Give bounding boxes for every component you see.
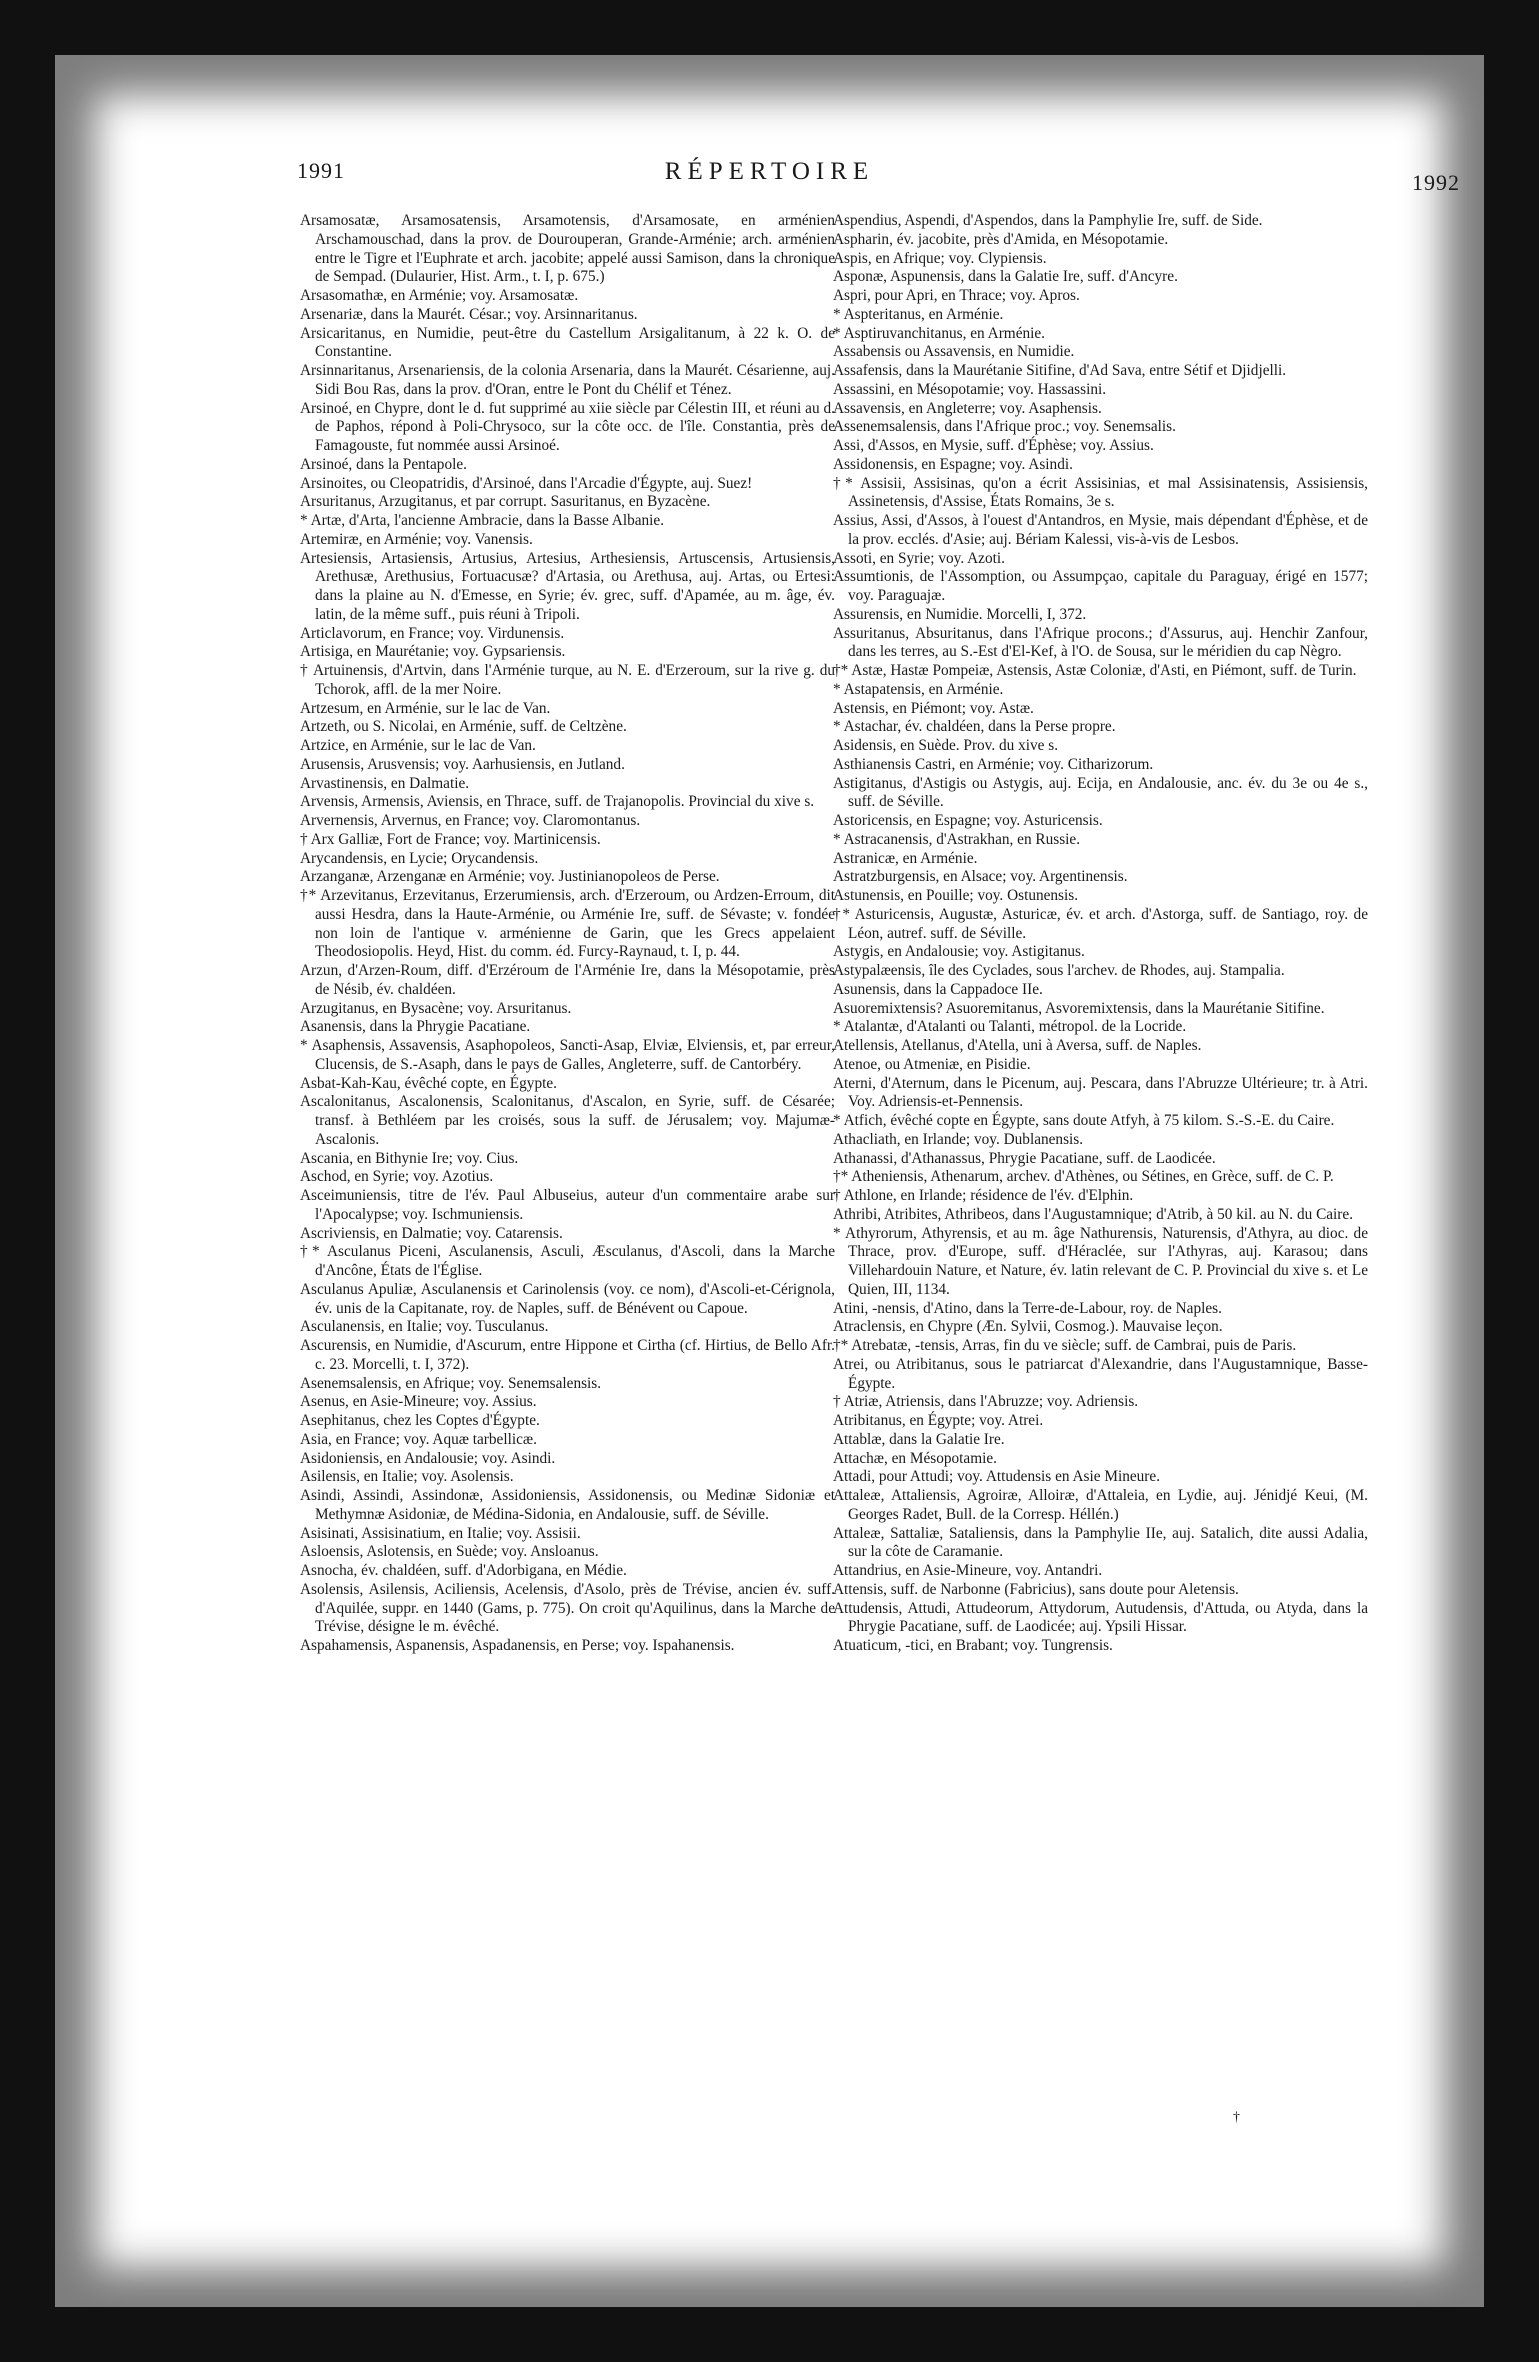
dictionary-entry: Astoricensis, en Espagne; voy. Asturicensis.	[833, 812, 1103, 829]
dictionary-entry: †* Asturicensis, Augustæ, Asturicæ, év. et arch. d'Astorga, suff. de Santiago, roy. de Léon, autref. suff. de Séville.	[833, 905, 1368, 942]
dictionary-entry: Athacliath, en Irlande; voy. Dublanensis.	[833, 1130, 1084, 1148]
dictionary-entry: Assurensis, en Numidie. Morcelli, I, 372.	[833, 605, 1087, 623]
dictionary-entry: Aterni, d'Aternum, dans le Picenum, auj. Pescara, dans l'Abruzze Ultérieure; tr. à Atri. Voy. Adriensis-et-Pennensis.	[833, 1074, 1368, 1111]
dictionary-entry: Attaleæ, Sattaliæ, Sataliensis, dans la Pamphylie IIe, auj. Satalich, dite aussi Adalia, sur la côte de Caramanie.	[833, 1524, 1368, 1561]
dictionary-entry: Atrei, ou Atribitanus, sous le patriarcat d'Alexandrie, dans l'Augustamnique, Basse-Égypte.	[833, 1355, 1368, 1392]
dictionary-entry: Asenemsalensis, en Afrique; voy. Senemsalensis.	[300, 1374, 602, 1392]
dictionary-entry: Asindi, Assindi, Assindonæ, Assidoniensis, Assidonensis, ou Medinæ Sidoniæ et Methymnæ Asidoniæ, de Médina-Sidonia, en Andalousie, suff. de Séville.	[300, 1487, 835, 1523]
dictionary-entry: Asolensis, Asilensis, Aciliensis, Acelensis, d'Asolo, près de Trévise, ancien év. suff. d'Aquilée, suppr. en 1440 (Gams, p. 775). On croit qu'Aquilinus, dans la Marche de Trévise, désigne le m. évêché.	[300, 1580, 835, 1636]
dictionary-entry: Aspri, pour Apri, en Thrace; voy. Apros.	[833, 287, 1080, 304]
dictionary-entry: Ascania, en Bithynie Ire; voy. Cius.	[300, 1149, 519, 1167]
dictionary-entry: Ascurensis, en Numidie, d'Ascurum, entre Hipponе et Cirtha (cf. Hirtius, de Bello Afr. c. 23. Morcelli, t. I, 372).	[300, 1337, 835, 1373]
dictionary-entry: Asilensis, en Italie; voy. Asolensis.	[300, 1468, 514, 1486]
dictionary-entry: Assafensis, dans la Maurétanie Sitifine, d'Ad Sava, entre Sétif et Djidjelli.	[833, 362, 1287, 379]
dictionary-entry: Astypalæensis, île des Cyclades, sous l'archev. de Rhodes, auj. Stampalia.	[833, 962, 1285, 979]
dictionary-entry: †* Assisii, Assisinas, qu'on a écrit Assisinias, et mal Assisinatensis, Assisiensis, Assinetensis, d'Assise, États Romains, 3e s.	[833, 474, 1368, 511]
dictionary-entry: Asbat-Kah-Kau, évêché copte, en Égypte.	[300, 1074, 557, 1092]
dictionary-entry: † Athlone, en Irlande; résidence de l'év. d'Elphin.	[833, 1187, 1134, 1204]
dictionary-entry: †* Atrebatæ, -tensis, Arras, fin du ve siècle; suff. de Cambrai, puis de Paris.	[833, 1337, 1297, 1354]
dictionary-entry: Attachæ, en Mésopotamie.	[833, 1449, 997, 1467]
dictionary-entry: †* Arzevitanus, Erzevitanus, Erzerumiensis, arch. d'Erzeroum, ou Ardzen-Erroum, dit aussi Hesdra, dans la Haute-Arménie, ou Arménie Ire, suff. de Sévaste; v. fondée non loin de l'antique v. arménienne de Garin, que les Grecs appelaient Theodosiopolis. Heyd, Hist. du comm. éd. Furcy-Raynaud, t. I, p. 44.	[300, 887, 835, 961]
dictionary-entry: Asthianensis Castri, en Arménie; voy. Citharizorum.	[833, 755, 1154, 773]
dictionary-entry: Assassini, en Mésopotamie; voy. Hassassini.	[833, 380, 1107, 398]
dictionary-entry: Arsicaritanus, en Numidie, peut-être du Castellum Arsigalitanum, à 22 k. O. de Constantine.	[300, 324, 835, 361]
dictionary-entry: Arusensis, Arusvensis; voy. Aarhusiensis, en Jutland.	[300, 755, 625, 773]
dictionary-entry: Athribi, Atribites, Athribeos, dans l'Augustamnique; d'Atrib, à 50 kil. au N. du Caire.	[833, 1205, 1354, 1223]
dictionary-entry: Artesiensis, Artasiensis, Artusius, Artesius, Arthesiensis, Artuscensis, Artusiensis, Arethusæ, Arethusius, Fortuacusæ? d'Artasia, ou Arethusa, auj. Artas, ou Ertesi: dans la plaine au N. d'Emesse, en Syrie; év. grec, suff. d'Apamée, au m. âge, év. latin, de la même suff., puis réuni à Tripoli.	[300, 549, 835, 623]
dictionary-entry: Astygis, en Andalousie; voy. Astigitanus.	[833, 943, 1085, 961]
dictionary-entry: Arsinoites, ou Cleopatridis, d'Arsinoé, dans l'Arcadie d'Égypte, auj. Suez!	[300, 474, 753, 492]
dictionary-entry: * Astracanensis, d'Astrakhan, en Russie.	[833, 830, 1081, 848]
dictionary-entry: Articlavorum, en France; voy. Virdunensis.	[300, 624, 565, 642]
dictionary-entry: Assabensis ou Assavensis, en Numidie.	[833, 343, 1075, 361]
page-header	[0, 158, 1539, 198]
dictionary-entry: Atellensis, Atellanus, d'Atella, uni à Aversa, suff. de Naples.	[833, 1037, 1202, 1054]
dictionary-entry: Arycandensis, en Lycie; Orycandensis.	[300, 849, 539, 867]
dictionary-entry: Arzanganæ, Arzenganæ en Arménie; voy. Justinianopoleos de Perse.	[300, 868, 720, 886]
dictionary-entry: Asculanus Apuliæ, Asculanensis et Carinolensis (voy. ce nom), d'Ascoli-et-Cérignola, év. unis de la Capitanate, roy. de Naples, suff. de Bénévent ou Capoue.	[300, 1280, 835, 1317]
dictionary-entry: Assius, Assi, d'Assos, à l'ouest d'Antandros, en Mysie, mais dépendant d'Éphèse, et de la prov. ecclés. d'Asie; auj. Bériam Kalessi, vis-à-vis de Lesbos.	[833, 512, 1368, 548]
dictionary-entry: Asuoremixtensis? Asuoremitanus, Asvoremixtensis, dans la Maurétanie Sitifine.	[833, 999, 1325, 1017]
dictionary-entry: Aspis, en Afrique; voy. Clypiensis.	[833, 249, 1047, 267]
dictionary-entry: † Atriæ, Atriensis, dans l'Abruzze; voy. Adriensis.	[833, 1393, 1139, 1411]
dictionary-entry: Asculanensis, en Italie; voy. Tusculanus.	[300, 1318, 549, 1336]
dictionary-entry: Astigitanus, d'Astigis ou Astygis, auj. Ecija, en Andalousie, anc. év. du 3e ou 4e s., suff. de Séville.	[833, 774, 1368, 811]
dictionary-entry: Atenoe, ou Atmeniæ, en Pisidie.	[833, 1055, 1031, 1073]
dictionary-entry: Aschod, en Syrie; voy. Azotius.	[300, 1168, 494, 1186]
dictionary-entry: Assavensis, en Angleterre; voy. Asaphensis.	[833, 399, 1102, 417]
dictionary-entry: Aspahamensis, Aspanensis, Aspadanensis, en Perse; voy. Ispahanensis.	[300, 1637, 735, 1654]
dictionary-entry: * Asaphensis, Assavensis, Asaphopoleos, Sancti-Asap, Elviæ, Elviensis, et, par erreur, Clucensis, de S.-Asaph, dans le pays de Galles, Angleterre, suff. de Cantorbéry.	[300, 1037, 835, 1073]
dictionary-entry: Attadi, pour Attudi; voy. Attudensis en Asie Mineure.	[833, 1468, 1161, 1486]
dictionary-entry: Arvensis, Armensis, Aviensis, en Thrace, suff. de Trajanopolis. Provincial du xive s.	[300, 793, 815, 811]
left-column	[300, 212, 835, 2097]
page-number-right: 1992	[1412, 170, 1460, 195]
dictionary-entry: Arsinoé, dans la Pentapole.	[300, 455, 467, 473]
dictionary-entry: * Astapatensis, en Arménie.	[833, 680, 1004, 698]
dictionary-entry: Asidensis, en Suède. Prov. du xive s.	[833, 737, 1059, 754]
dictionary-entry: Asponæ, Aspunensis, dans la Galatie Ire, suff. d'Ancyre.	[833, 268, 1178, 286]
dictionary-entry: * Artæ, d'Arta, l'ancienne Ambracie, dans la Basse Albanie.	[300, 512, 665, 529]
dictionary-entry: Artzesum, en Arménie, sur le lac de Van.	[300, 699, 551, 717]
dictionary-entry: Atini, -nensis, d'Atino, dans la Terre-de-Labour, roy. de Naples.	[833, 1299, 1222, 1317]
dictionary-entry: Attensis, suff. de Narbonne (Fabricius), sans doute pour Aletensis.	[833, 1580, 1239, 1598]
dictionary-entry: Artisiga, en Maurétanie; voy. Gypsariensis.	[300, 643, 566, 661]
dictionary-entry: Artzice, en Arménie, sur le lac de Van.	[300, 737, 536, 754]
dictionary-entry: Assidonensis, en Espagne; voy. Asindi.	[833, 455, 1073, 473]
dictionary-entry: Astranicæ, en Arménie.	[833, 849, 978, 867]
dictionary-entry: Assenemsalensis, dans l'Afrique proc.; voy. Senemsalis.	[833, 418, 1176, 436]
dictionary-entry: Asephitanus, chez les Coptes d'Égypte.	[300, 1412, 540, 1429]
dictionary-entry: Arsinoé, en Chypre, dont le d. fut supprimé au xiie siècle par Célestin III, et réuni au d. de Paphos, répond à Poli-Chrysoco, sur la côte occ. de l'île. Constantia, près de Famagouste, fut nommée aussi Arsinoé.	[300, 399, 835, 454]
dictionary-entry: Attandrius, en Asie-Mineure, voy. Antandri.	[833, 1562, 1103, 1579]
right-column	[833, 212, 1368, 2097]
dictionary-entry: Atuaticum, -tici, en Brabant; voy. Tungrensis.	[833, 1637, 1113, 1654]
dictionary-entry: Arsamosatæ, Arsamosatensis, Arsamotensis, d'Arsamosate, en arménien Arschamouschad, dans la prov. de Dourouperan, Grande-Arménie; arch. arménien entre le Tigre et l'Euphrate et arch. jacobite; appelé aussi Samison, dans la chronique de Sempad. (Dulaurier, Hist. Arm., t. I, p. 675.)	[300, 212, 835, 286]
dictionary-entry: Attaleæ, Attaliensis, Agroiræ, Alloiræ, d'Attaleia, en Lydie, auj. Jénidjé Keui, (M. Georges Radet, Bull. de la Corresp. Héllén.)	[833, 1487, 1368, 1523]
dictionary-entry: Ascriviensis, en Dalmatie; voy. Catarensis.	[300, 1224, 563, 1242]
dictionary-entry: Arvernensis, Arvernus, en France; voy. Claromontanus.	[300, 812, 641, 829]
dictionary-entry: Arzun, d'Arzen-Roum, diff. d'Erzéroum de l'Arménie Ire, dans la Mésopotamie, près de Nésib, év. chaldéen.	[300, 962, 835, 998]
dictionary-entry: Asia, en France; voy. Aquæ tarbellicæ.	[300, 1430, 537, 1448]
dictionary-entry: Assi, d'Assos, en Mysie, suff. d'Éphèse; voy. Assius.	[833, 437, 1154, 454]
dictionary-entry: † Arx Galliæ, Fort de France; voy. Martinicensis.	[300, 830, 601, 848]
dictionary-entry: Arsenariæ, dans la Maurét. César.; voy. Arsinnaritanus.	[300, 305, 638, 323]
dictionary-entry: Asidoniensis, en Andalousie; voy. Asindi.	[300, 1449, 556, 1467]
dictionary-entry: * Atalantæ, d'Atalanti ou Talanti, métropol. de la Locride.	[833, 1018, 1187, 1036]
dictionary-entry: Arzugitanus, en Bysacène; voy. Arsuritanus.	[300, 999, 572, 1017]
dictionary-entry: Asceimuniensis, titre de l'év. Paul Albuseius, auteur d'un commentaire arabe sur l'Apocalypse; voy. Ischmuniensis.	[300, 1187, 835, 1223]
page-title: RÉPERTOIRE	[664, 158, 875, 185]
dictionary-entry: * Astachar, év. chaldéen, dans la Perse propre.	[833, 718, 1116, 736]
dictionary-entry: †* Atheniensis, Athenarum, archev. d'Athènes, ou Sétines, en Grèce, suff. de C. P.	[833, 1168, 1334, 1186]
dictionary-entry: Assoti, en Syrie; voy. Azoti.	[833, 549, 1005, 567]
dictionary-entry: †* Asculanus Piceni, Asculanensis, Asculi, Æsculanus, d'Ascoli, dans la Marche d'Ancône, États de l'Église.	[300, 1243, 835, 1279]
dictionary-entry: † Artuinensis, d'Artvin, dans l'Arménie turque, au N. E. d'Erzeroum, sur la rive g. du Tchorok, affl. de la mer Noire.	[300, 662, 835, 698]
dictionary-entry: Astunensis, en Pouille; voy. Ostunensis.	[833, 887, 1079, 904]
dictionary-entry: Aspendius, Aspendi, d'Aspendos, dans la Pamphylie Ire, suff. de Side.	[833, 212, 1263, 229]
dictionary-entry: Arsasomathæ, en Arménie; voy. Arsamosatæ.	[300, 287, 579, 304]
dictionary-entry: Astensis, en Piémont; voy. Astæ.	[833, 699, 1034, 717]
dictionary-entry: Arsinnaritanus, Arsenariensis, de la colonia Arsenaria, dans la Maurét. Césarienne, auj. Sidi Bou Ras, dans la prov. d'Oran, entre le Pont du Chélif et Ténez.	[300, 362, 835, 398]
margin-mark: †	[1233, 2110, 1240, 2125]
dictionary-entry: Attudensis, Attudi, Attudeorum, Attydorum, Autudensis, d'Attuda, ou Atyda, dans la Phrygie Pacatiane, suff. de Laodicée; auj. Ypsili Hissar.	[833, 1599, 1368, 1636]
dictionary-entry: * Asptiruvanchitanus, en Arménie.	[833, 324, 1045, 342]
dictionary-entry: Arvastinensis, en Dalmatie.	[300, 774, 470, 792]
dictionary-entry: Atribitanus, en Égypte; voy. Atrei.	[833, 1412, 1044, 1429]
dictionary-entry: Arsuritanus, Arzugitanus, et par corrupt. Sasuritanus, en Byzacène.	[300, 493, 711, 511]
dictionary-entry: Asloensis, Aslotensis, en Suède; voy. Ansloanus.	[300, 1543, 599, 1561]
dictionary-entry: Artzeth, ou S. Nicolai, en Arménie, suff. de Celtzène.	[300, 718, 627, 736]
dictionary-entry: Athanassi, d'Athanassus, Phrygie Pacatiane, suff. de Laodicée.	[833, 1149, 1216, 1167]
dictionary-entry: Aspharin, év. jacobite, près d'Amida, en Mésopotamie.	[833, 230, 1169, 248]
dictionary-entry: Artemiræ, en Arménie; voy. Vanensis.	[300, 530, 533, 548]
dictionary-entry: Attablæ, dans la Galatie Ire.	[833, 1430, 1005, 1448]
page-number-left: 1991	[297, 158, 345, 183]
dictionary-entry: * Athyrorum, Athyrensis, et au m. âge Nathurensis, Naturensis, d'Athyra, au dioc. de Thrace, prov. d'Europe, suff. d'Héraclée, sur l'Athyras, auj. Karasou; dans Villehardouin Nature, et Naturе, év. latin relevant de C. P. Provincial du xive s. et Le Quien, III, 1134.	[833, 1224, 1368, 1298]
dictionary-entry: Asanensis, dans la Phrygie Pacatiane.	[300, 1018, 531, 1036]
dictionary-entry: * Atfich, évêché copte en Égypte, sans doute Atfyh, à 75 kilom. S.-S.-E. du Caire.	[833, 1112, 1335, 1129]
dictionary-entry: Asnocha, év. chaldéen, suff. d'Adorbigana, en Médie.	[300, 1562, 627, 1579]
dictionary-entry: Asunensis, dans la Cappadoce IIe.	[833, 980, 1043, 998]
dictionary-entry: Assuritanus, Absuritanus, dans l'Afrique procons.; d'Assurus, auj. Henchir Zanfour, dans les terres, au S.-Est d'El-Kef, à l'O. de Sousa, sur le méridien du cap Nègro.	[833, 624, 1368, 661]
dictionary-entry: †* Astæ, Hastæ Pompeiæ, Astensis, Astæ Coloniæ, d'Asti, en Piémont, suff. de Turin.	[833, 662, 1357, 679]
dictionary-entry: Asisinati, Assisinatium, en Italie; voy. Assisii.	[300, 1524, 581, 1542]
dictionary-entry: Astratzburgensis, en Alsace; voy. Argentinensis.	[833, 868, 1128, 886]
dictionary-entry: * Aspteritanus, en Arménie.	[833, 305, 1004, 323]
dictionary-entry: Ascalonitanus, Ascalonensis, Scalonitanus, d'Ascalon, en Syrie, suff. de Césarée; transf. à Bethléem par les croisés, sous la suff. de Jérusalem; voy. Majumæ-Ascalonis.	[300, 1093, 835, 1148]
dictionary-entry: Asenus, en Asie-Mineure; voy. Assius.	[300, 1393, 537, 1411]
dictionary-entry: Assumtionis, de l'Assomption, ou Assumpçao, capitale du Paraguay, érigé en 1577; voy. Paraguajæ.	[833, 568, 1368, 604]
dictionary-entry: Atraclensis, en Chypre (Æn. Sylvii, Cosmog.). Mauvaise leçon.	[833, 1318, 1223, 1336]
